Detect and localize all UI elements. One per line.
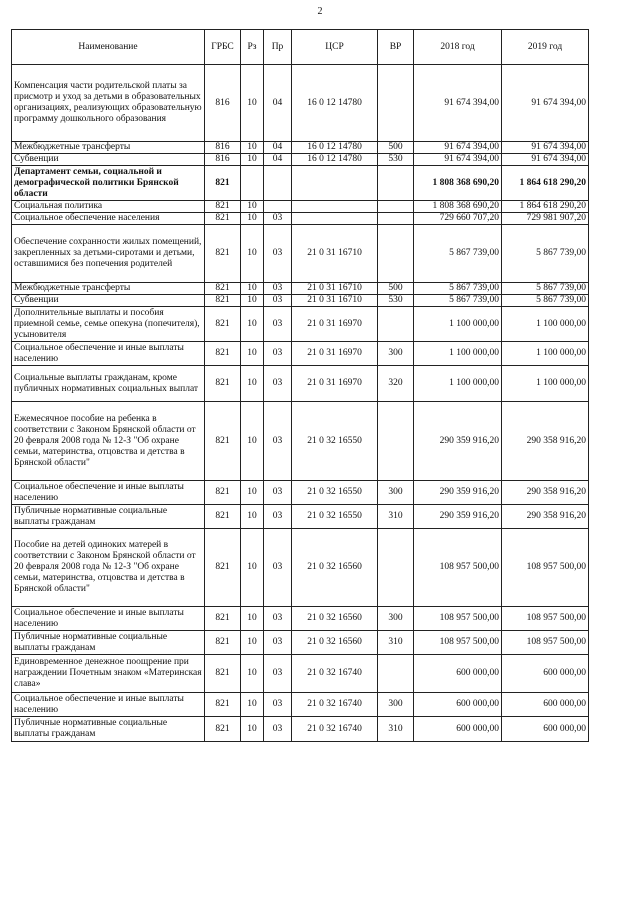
page-number: 2 — [317, 6, 323, 17]
table-header-row — [12, 30, 589, 65]
cell-pr: 03 — [264, 607, 292, 631]
cell-rz: 10 — [241, 65, 264, 142]
cell-csr: 21 0 31 16970 — [292, 307, 378, 342]
cell-2019: 5 867 739,00 — [502, 283, 589, 295]
cell-rz: 10 — [241, 402, 264, 481]
header-pr: Пр — [264, 30, 292, 65]
cell-grbs: 821 — [205, 295, 241, 307]
cell-grbs: 816 — [205, 154, 241, 166]
cell-vr — [378, 402, 414, 481]
cell-2018: 5 867 739,00 — [414, 225, 502, 283]
cell-name: Социальное обеспечение и иные выплаты населению — [12, 342, 205, 366]
cell-pr: 03 — [264, 225, 292, 283]
cell-rz: 10 — [241, 366, 264, 402]
cell-2018: 5 867 739,00 — [414, 295, 502, 307]
cell-name: Социальное обеспечение и иные выплаты населению — [12, 607, 205, 631]
table-row — [12, 307, 589, 342]
cell-csr: 21 0 32 16560 — [292, 631, 378, 655]
cell-rz: 10 — [241, 631, 264, 655]
cell-name: Социальное обеспечение и иные выплаты населению — [12, 693, 205, 717]
cell-csr — [292, 201, 378, 213]
cell-2019: 91 674 394,00 — [502, 154, 589, 166]
cell-csr: 16 0 12 14780 — [292, 154, 378, 166]
cell-2019: 1 100 000,00 — [502, 342, 589, 366]
cell-2019: 1 100 000,00 — [502, 366, 589, 402]
cell-grbs: 821 — [205, 529, 241, 607]
header-2018: 2018 год — [414, 30, 502, 65]
cell-name: Публичные нормативные социальные выплаты гражданам — [12, 505, 205, 529]
cell-csr: 21 0 31 16710 — [292, 283, 378, 295]
cell-2019: 108 957 500,00 — [502, 631, 589, 655]
cell-vr — [378, 225, 414, 283]
cell-csr: 21 0 31 16970 — [292, 366, 378, 402]
cell-csr: 21 0 32 16560 — [292, 529, 378, 607]
table-row — [12, 283, 589, 295]
cell-name: Межбюджетные трансферты — [12, 283, 205, 295]
cell-grbs: 821 — [205, 366, 241, 402]
cell-2018: 1 100 000,00 — [414, 307, 502, 342]
cell-grbs: 821 — [205, 693, 241, 717]
cell-csr: 21 0 32 16740 — [292, 693, 378, 717]
cell-vr — [378, 307, 414, 342]
budget-table — [11, 29, 589, 742]
cell-pr: 03 — [264, 631, 292, 655]
cell-2018: 108 957 500,00 — [414, 631, 502, 655]
cell-grbs: 821 — [205, 307, 241, 342]
cell-2019: 5 867 739,00 — [502, 225, 589, 283]
cell-pr: 04 — [264, 154, 292, 166]
cell-pr: 03 — [264, 693, 292, 717]
cell-vr: 530 — [378, 154, 414, 166]
table-row — [12, 201, 589, 213]
cell-rz: 10 — [241, 342, 264, 366]
cell-grbs: 821 — [205, 225, 241, 283]
header-grbs: ГРБС — [205, 30, 241, 65]
cell-2019: 729 981 907,20 — [502, 213, 589, 225]
table-row — [12, 529, 589, 607]
table-row — [12, 607, 589, 631]
cell-grbs: 821 — [205, 201, 241, 213]
cell-2018: 290 359 916,20 — [414, 505, 502, 529]
cell-2019: 108 957 500,00 — [502, 529, 589, 607]
table-row — [12, 342, 589, 366]
table-row — [12, 481, 589, 505]
table-row — [12, 631, 589, 655]
cell-2018: 600 000,00 — [414, 693, 502, 717]
cell-rz: 10 — [241, 154, 264, 166]
table-row — [12, 402, 589, 481]
cell-grbs: 821 — [205, 283, 241, 295]
cell-rz: 10 — [241, 213, 264, 225]
cell-2018: 1 100 000,00 — [414, 342, 502, 366]
cell-2019: 600 000,00 — [502, 717, 589, 742]
cell-csr: 21 0 32 16550 — [292, 505, 378, 529]
header-name: Наименование — [12, 30, 205, 65]
cell-rz: 10 — [241, 693, 264, 717]
cell-pr: 03 — [264, 717, 292, 742]
cell-name: Департамент семьи, социальной и демографической политики Брянской области — [12, 166, 205, 201]
cell-2019: 290 358 916,20 — [502, 402, 589, 481]
cell-2019: 290 358 916,20 — [502, 481, 589, 505]
cell-name: Социальное обеспечение населения — [12, 213, 205, 225]
cell-pr — [264, 166, 292, 201]
cell-2019: 290 358 916,20 — [502, 505, 589, 529]
cell-vr: 300 — [378, 693, 414, 717]
cell-grbs: 821 — [205, 505, 241, 529]
cell-pr: 04 — [264, 142, 292, 154]
cell-grbs: 821 — [205, 402, 241, 481]
header-vr: ВР — [378, 30, 414, 65]
cell-pr — [264, 201, 292, 213]
cell-2018: 5 867 739,00 — [414, 283, 502, 295]
cell-vr — [378, 655, 414, 693]
cell-csr: 21 0 31 16970 — [292, 342, 378, 366]
cell-rz: 10 — [241, 481, 264, 505]
cell-csr: 21 0 31 16710 — [292, 225, 378, 283]
cell-2019: 1 864 618 290,20 — [502, 201, 589, 213]
cell-vr: 300 — [378, 607, 414, 631]
cell-rz: 10 — [241, 142, 264, 154]
cell-name: Субвенции — [12, 295, 205, 307]
cell-vr: 530 — [378, 295, 414, 307]
cell-grbs: 821 — [205, 655, 241, 693]
cell-2019: 1 864 618 290,20 — [502, 166, 589, 201]
cell-vr — [378, 529, 414, 607]
cell-2019: 108 957 500,00 — [502, 607, 589, 631]
cell-name: Единовременное денежное поощрение при награждении Почетным знаком «Материнская слава» — [12, 655, 205, 693]
table-row — [12, 213, 589, 225]
cell-vr: 320 — [378, 366, 414, 402]
cell-2018: 290 359 916,20 — [414, 402, 502, 481]
cell-name: Пособие на детей одиноких матерей в соответствии с Законом Брянской области от 20 февраля 2008 года № 12-З "Об охране семьи, материнства, отцовства и детства в Брянской области" — [12, 529, 205, 607]
cell-2019: 600 000,00 — [502, 655, 589, 693]
cell-rz: 10 — [241, 717, 264, 742]
cell-rz: 10 — [241, 225, 264, 283]
table-row — [12, 655, 589, 693]
cell-pr: 03 — [264, 295, 292, 307]
cell-name: Обеспечение сохранности жилых помещений, закрепленных за детьми-сиротами и детьми, оставшимися без попечения родителей — [12, 225, 205, 283]
header-2019: 2019 год — [502, 30, 589, 65]
cell-csr: 21 0 32 16550 — [292, 481, 378, 505]
cell-pr: 03 — [264, 529, 292, 607]
cell-csr: 21 0 31 16710 — [292, 295, 378, 307]
cell-name: Социальная политика — [12, 201, 205, 213]
cell-pr: 03 — [264, 283, 292, 295]
cell-rz: 10 — [241, 283, 264, 295]
cell-vr — [378, 201, 414, 213]
cell-rz: 10 — [241, 607, 264, 631]
cell-grbs: 821 — [205, 481, 241, 505]
cell-rz — [241, 166, 264, 201]
cell-vr: 310 — [378, 505, 414, 529]
cell-2018: 108 957 500,00 — [414, 607, 502, 631]
cell-vr — [378, 65, 414, 142]
cell-2018: 1 808 368 690,20 — [414, 201, 502, 213]
table-row — [12, 142, 589, 154]
cell-name: Межбюджетные трансферты — [12, 142, 205, 154]
cell-grbs: 816 — [205, 65, 241, 142]
cell-rz: 10 — [241, 655, 264, 693]
cell-pr: 03 — [264, 655, 292, 693]
table-row — [12, 295, 589, 307]
cell-name: Публичные нормативные социальные выплаты гражданам — [12, 631, 205, 655]
table-row — [12, 717, 589, 742]
cell-csr — [292, 213, 378, 225]
header-rz: Рз — [241, 30, 264, 65]
cell-name: Компенсация части родительской платы за присмотр и уход за детьми в образовательных организациях, реализующих образовательную программу дошкольного образования — [12, 65, 205, 142]
cell-2018: 91 674 394,00 — [414, 142, 502, 154]
cell-name: Ежемесячное пособие на ребенка в соответствии с Законом Брянской области от 20 февраля 2008 года № 12-З "Об охране семьи, материнства, отцовства и детства в Брянской области" — [12, 402, 205, 481]
cell-2018: 290 359 916,20 — [414, 481, 502, 505]
cell-csr: 21 0 32 16550 — [292, 402, 378, 481]
cell-2018: 108 957 500,00 — [414, 529, 502, 607]
cell-name: Субвенции — [12, 154, 205, 166]
cell-csr: 21 0 32 16740 — [292, 655, 378, 693]
cell-grbs: 821 — [205, 342, 241, 366]
table-row — [12, 693, 589, 717]
cell-2018: 91 674 394,00 — [414, 154, 502, 166]
cell-name: Публичные нормативные социальные выплаты гражданам — [12, 717, 205, 742]
cell-pr: 03 — [264, 213, 292, 225]
cell-grbs: 821 — [205, 166, 241, 201]
cell-csr: 21 0 32 16560 — [292, 607, 378, 631]
cell-pr: 04 — [264, 65, 292, 142]
cell-vr: 500 — [378, 142, 414, 154]
cell-pr: 03 — [264, 481, 292, 505]
table-row — [12, 65, 589, 142]
cell-2019: 5 867 739,00 — [502, 295, 589, 307]
cell-rz: 10 — [241, 201, 264, 213]
cell-rz: 10 — [241, 529, 264, 607]
cell-rz: 10 — [241, 505, 264, 529]
cell-grbs: 821 — [205, 607, 241, 631]
table-row — [12, 225, 589, 283]
cell-pr: 03 — [264, 342, 292, 366]
cell-2019: 1 100 000,00 — [502, 307, 589, 342]
cell-rz: 10 — [241, 307, 264, 342]
cell-rz: 10 — [241, 295, 264, 307]
cell-vr — [378, 213, 414, 225]
cell-csr — [292, 166, 378, 201]
cell-2018: 1 808 368 690,20 — [414, 166, 502, 201]
cell-vr: 310 — [378, 631, 414, 655]
cell-vr: 300 — [378, 481, 414, 505]
cell-csr: 16 0 12 14780 — [292, 65, 378, 142]
cell-pr: 03 — [264, 366, 292, 402]
cell-vr: 300 — [378, 342, 414, 366]
cell-csr: 21 0 32 16740 — [292, 717, 378, 742]
cell-vr: 500 — [378, 283, 414, 295]
cell-2019: 600 000,00 — [502, 693, 589, 717]
cell-pr: 03 — [264, 505, 292, 529]
cell-2018: 600 000,00 — [414, 717, 502, 742]
cell-2018: 1 100 000,00 — [414, 366, 502, 402]
cell-name: Социальное обеспечение и иные выплаты населению — [12, 481, 205, 505]
cell-2019: 91 674 394,00 — [502, 65, 589, 142]
cell-name: Дополнительные выплаты и пособия приемной семье, семье опекуна (попечителя), усыновителя — [12, 307, 205, 342]
cell-grbs: 816 — [205, 142, 241, 154]
cell-pr: 03 — [264, 402, 292, 481]
table-row — [12, 154, 589, 166]
cell-pr: 03 — [264, 307, 292, 342]
cell-vr: 310 — [378, 717, 414, 742]
table-row — [12, 366, 589, 402]
cell-csr: 16 0 12 14780 — [292, 142, 378, 154]
cell-2018: 91 674 394,00 — [414, 65, 502, 142]
table-body — [12, 65, 589, 742]
table-row — [12, 166, 589, 201]
cell-grbs: 821 — [205, 631, 241, 655]
cell-2018: 729 660 707,20 — [414, 213, 502, 225]
cell-2018: 600 000,00 — [414, 655, 502, 693]
cell-vr — [378, 166, 414, 201]
cell-grbs: 821 — [205, 717, 241, 742]
cell-2019: 91 674 394,00 — [502, 142, 589, 154]
table-row — [12, 505, 589, 529]
cell-name: Социальные выплаты гражданам, кроме публичных нормативных социальных выплат — [12, 366, 205, 402]
cell-grbs: 821 — [205, 213, 241, 225]
header-csr: ЦСР — [292, 30, 378, 65]
